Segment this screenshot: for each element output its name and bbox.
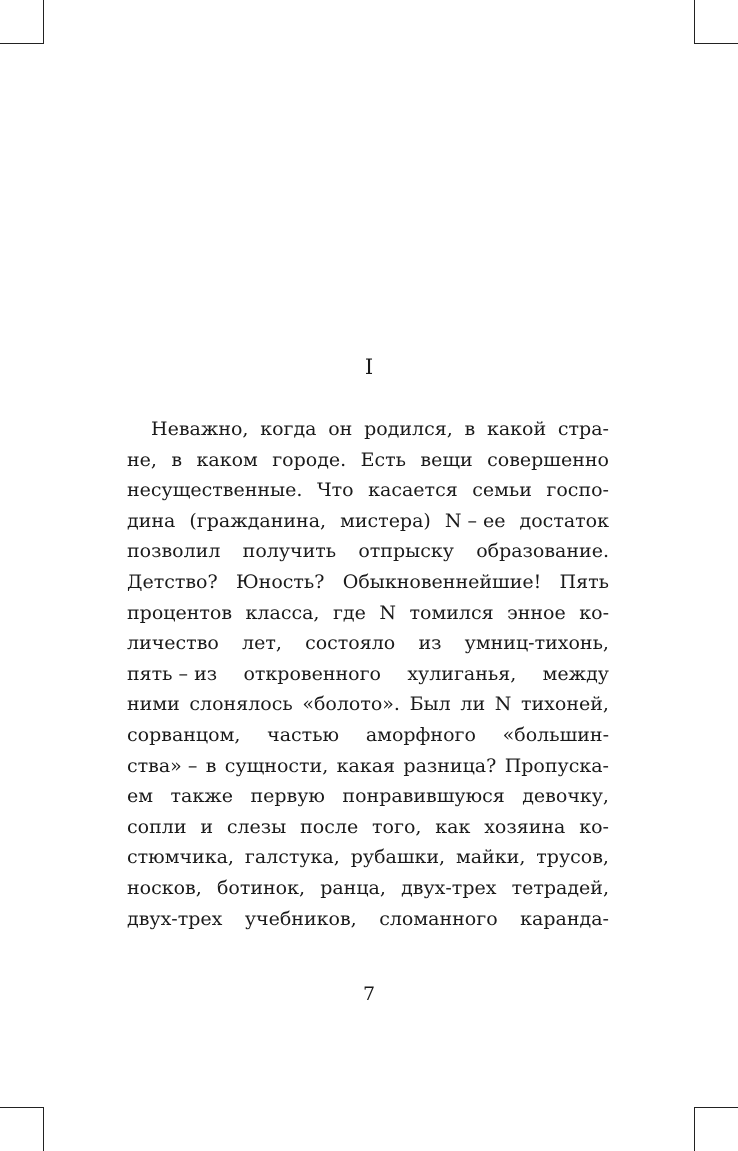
word: рубашки, (350, 846, 446, 869)
word: тихоней, (520, 693, 609, 716)
word: между (542, 662, 609, 685)
text-line (127, 659, 609, 690)
word: Неважно, (151, 418, 249, 440)
text-line (127, 781, 609, 812)
crop-mark-top-right-horizontal (694, 43, 738, 44)
word: слезы (226, 815, 287, 838)
word: ранца, (320, 876, 386, 899)
word: умниц-тихонь, (464, 632, 609, 655)
word: Пять (559, 570, 609, 593)
word: частью (267, 723, 340, 746)
text-line (127, 475, 609, 506)
text-line (127, 445, 609, 476)
word: касается (368, 479, 458, 502)
word: как (435, 815, 471, 838)
word: томился (409, 601, 494, 624)
word: «болото». (302, 693, 400, 716)
word: Есть (360, 448, 406, 471)
text-line (127, 506, 609, 537)
word: ко- (579, 601, 609, 624)
text-line (127, 720, 609, 751)
word: дина (127, 509, 176, 532)
word: он (328, 418, 353, 440)
crop-mark-bottom-left-horizontal (0, 1107, 44, 1108)
word: первую (250, 785, 325, 808)
word: Детство? (127, 570, 218, 593)
chapter-numeral: I (364, 355, 374, 379)
word: также (170, 785, 233, 808)
text-line (127, 842, 609, 873)
word: пять – из (127, 662, 218, 685)
word: достаток (519, 509, 609, 532)
word: ботинок, (216, 876, 306, 899)
word: образование. (476, 540, 609, 563)
word: сломанного (379, 907, 498, 930)
crop-mark-top-left-horizontal (0, 43, 44, 44)
word: стюмчика, (127, 846, 234, 869)
word: отпрыску (358, 540, 454, 563)
word: ли (460, 693, 486, 716)
word: тетрадей, (511, 876, 609, 899)
word: энное (507, 601, 566, 624)
word: состояло (305, 632, 396, 655)
word: носков, (127, 876, 202, 899)
word: N (494, 693, 512, 716)
text-line (127, 536, 609, 567)
text-line (127, 598, 609, 629)
word: и (200, 815, 213, 838)
text-line (127, 414, 609, 445)
word: после (300, 815, 359, 838)
word: в (205, 754, 217, 777)
word: каком (196, 448, 258, 471)
word: N (379, 601, 396, 624)
word: майки, (456, 846, 526, 869)
word: вещи (420, 448, 473, 471)
word: девочку, (522, 785, 609, 808)
word: «большин- (502, 723, 609, 746)
word: городе. (272, 448, 347, 471)
word: какой (486, 418, 547, 440)
word: сущности, (224, 754, 329, 777)
word: ем (127, 785, 154, 808)
crop-mark-bottom-right-horizontal (694, 1107, 738, 1108)
word: сопли (127, 815, 187, 838)
crop-mark-top-left-vertical (43, 0, 44, 44)
text-line (127, 812, 609, 843)
word: (гражданина, (189, 509, 327, 532)
word: в (464, 418, 476, 440)
word: мистера) (340, 509, 431, 532)
word: семьи (472, 479, 532, 502)
word: когда (260, 418, 317, 440)
word: аморфного (365, 723, 476, 746)
word: из (418, 632, 442, 655)
word: получить (242, 540, 337, 563)
word: Что (316, 479, 354, 502)
word: родился, (364, 418, 453, 440)
word: каранда- (520, 907, 609, 930)
word: процентов (127, 601, 233, 624)
word: ства» – (127, 754, 198, 777)
text-line (127, 689, 609, 720)
word: хулиганья, (407, 662, 517, 685)
text-line (127, 628, 609, 659)
word: сорванцом, (127, 723, 241, 746)
text-line (127, 751, 609, 782)
word: ними (127, 693, 180, 716)
word: трусов, (536, 846, 609, 869)
word: ко- (579, 815, 609, 838)
word: несущественные. (127, 479, 303, 502)
word: двух-трех (127, 907, 223, 930)
text-line (127, 567, 609, 598)
crop-mark-bottom-right-vertical (694, 1107, 695, 1151)
word: учебников, (244, 907, 357, 930)
text-line (127, 904, 609, 935)
word: двух-трех (401, 876, 497, 899)
word: того, (372, 815, 422, 838)
word: разница? (403, 754, 497, 777)
word: понравившуюся (342, 785, 505, 808)
word: откровенного (243, 662, 381, 685)
crop-mark-top-right-vertical (694, 0, 695, 44)
word: в (171, 448, 183, 471)
page-number: 7 (362, 983, 376, 1005)
word: лет, (242, 632, 282, 655)
body-paragraph (127, 414, 609, 934)
word: слонялось (189, 693, 293, 716)
word: где (332, 601, 366, 624)
word: Пропуска- (504, 754, 609, 777)
text-line (127, 873, 609, 904)
word: Юность? (235, 570, 325, 593)
word: госпо- (546, 479, 609, 502)
word: какая (336, 754, 396, 777)
word: Обыкновеннейшие! (342, 570, 542, 593)
word: не, (127, 448, 157, 471)
word: личество (127, 632, 219, 655)
word: галстука, (244, 846, 340, 869)
word: хозяина (484, 815, 566, 838)
word: Был (409, 693, 451, 716)
word: N – ее (444, 509, 506, 532)
word: класса, (245, 601, 320, 624)
word: позволил (127, 540, 221, 563)
word: совершенно (487, 448, 609, 471)
word: стра- (557, 418, 609, 440)
crop-mark-bottom-left-vertical (43, 1107, 44, 1151)
